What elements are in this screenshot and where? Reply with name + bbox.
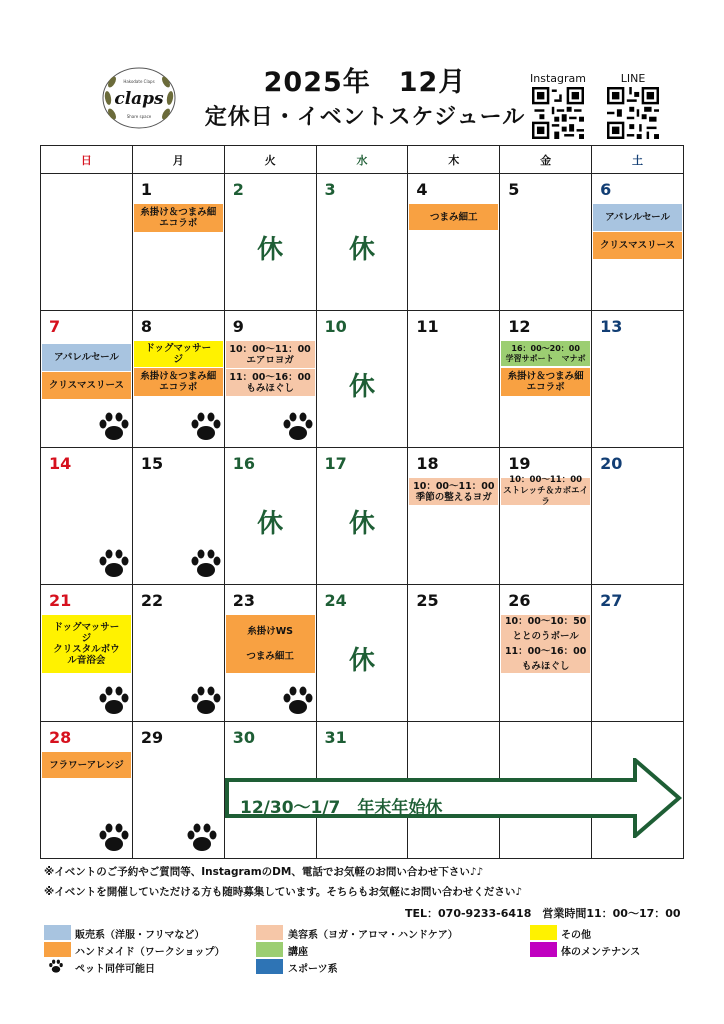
day-cell-21[interactable] [41, 585, 133, 722]
day-number: 19 [508, 454, 531, 474]
legend-label-beauty: 美容系（ヨガ・アロマ・ハンドケア） [288, 930, 458, 941]
event-dog-massage-crystal-bowl[interactable]: ドッグマッサー ジ クリスタルボウ ル音浴会 [42, 615, 131, 673]
legend-label-body: 体のメンテナンス [561, 947, 641, 958]
paw-icon [97, 820, 131, 854]
line-label: LINE [620, 72, 646, 85]
day-number: 20 [600, 454, 623, 474]
weekday-mon: 月 [132, 146, 224, 174]
event-tsumami-zaiku[interactable]: つまみ細工 [409, 204, 498, 230]
weekday-header [41, 146, 684, 174]
day-cell-19[interactable] [500, 448, 592, 585]
day-number: 18 [416, 454, 439, 474]
day-number: 7 [49, 317, 61, 337]
day-number: 21 [49, 591, 72, 611]
day-number: 6 [600, 180, 612, 200]
day-cell-27[interactable] [592, 585, 684, 722]
day-number: 3 [324, 180, 336, 200]
day-number: 22 [140, 591, 164, 611]
day-cell-29[interactable] [132, 722, 224, 859]
week-row [41, 174, 684, 311]
paw-icon [281, 409, 315, 443]
legend-swatch-handmade [44, 942, 71, 957]
event-flower-arrange[interactable]: フラワーアレンジ [42, 752, 131, 778]
day-number: 26 [508, 591, 531, 611]
weekday-thu: 木 [408, 146, 500, 174]
svg-text:Share space: Share space [126, 114, 152, 119]
day-cell-15[interactable] [132, 448, 224, 585]
day-cell-20[interactable] [592, 448, 684, 585]
event-apparel-sale[interactable]: アパレルセール [593, 204, 682, 231]
claps-logo [100, 66, 178, 130]
legend-swatch-lecture [256, 942, 283, 957]
closed-day-mark: 休 [257, 509, 284, 540]
day-cell-7[interactable] [41, 311, 133, 448]
event-christmas-wreath[interactable]: クリスマスリース [593, 232, 682, 259]
paw-icon [48, 958, 64, 974]
event-dog-massage[interactable]: ドッグマッサー ジ [134, 341, 223, 367]
legend-swatch-sales [44, 925, 71, 940]
day-cell-25[interactable] [408, 585, 500, 722]
paw-icon [185, 820, 219, 854]
weekday-fri: 金 [500, 146, 592, 174]
day-cell-23[interactable] [224, 585, 316, 722]
day-number: 30 [232, 728, 255, 747]
closed-day-mark: 休 [257, 235, 284, 266]
day-cell-22[interactable] [132, 585, 224, 722]
day-number: 29 [140, 728, 164, 747]
event-seasonal-yoga[interactable]: 10：00～11：00 季節の整えるヨガ [409, 478, 498, 505]
note-recruitment: ※イベントを開催していただける方も随時募集しています。そちらもお気軽にお問い合わせください♪ [44, 886, 523, 898]
week-row [41, 311, 684, 448]
weekday-sun: 日 [41, 146, 133, 174]
day-cell-3[interactable] [316, 174, 408, 311]
day-number: 8 [140, 317, 152, 337]
day-number: 15 [140, 454, 164, 474]
event-apparel-sale[interactable]: アパレルセール [42, 344, 131, 371]
week-row [41, 448, 684, 585]
day-number: 5 [508, 180, 520, 200]
day-number: 27 [600, 591, 623, 611]
day-number: 25 [416, 591, 439, 611]
day-cell-26[interactable] [500, 585, 592, 722]
year-end-holiday-text: 12/30～1/7 年末年始休 [240, 798, 443, 818]
instagram-label: Instagram [530, 72, 586, 85]
legend-swatch-sports [256, 959, 283, 974]
line-qr-code[interactable] [607, 87, 659, 139]
closed-day-mark: 休 [348, 509, 375, 540]
day-cell-empty [41, 174, 133, 311]
event-itokake-tsumami[interactable]: 糸掛けWS つまみ細工 [226, 615, 315, 673]
day-cell-9[interactable] [224, 311, 316, 448]
day-cell-28[interactable] [41, 722, 133, 859]
day-number: 10 [324, 317, 347, 337]
paw-icon [189, 683, 223, 717]
day-number: 28 [49, 728, 72, 747]
closed-day-mark: 休 [348, 235, 375, 266]
instagram-qr-code[interactable] [532, 87, 584, 139]
day-cell-17[interactable] [316, 448, 408, 585]
closed-day-mark: 休 [348, 646, 375, 677]
paw-icon [281, 683, 315, 717]
weekday-wed: 水 [316, 146, 408, 174]
svg-text:Hakodate Claps: Hakodate Claps [123, 79, 155, 84]
calendar-grid [40, 145, 684, 859]
legend-label-sales: 販売系（洋服・フリマなど） [75, 930, 205, 941]
day-cell-11[interactable] [408, 311, 500, 448]
day-cell-12[interactable] [500, 311, 592, 448]
legend-label-handmade: ハンドメイド（ワークショップ） [75, 947, 225, 958]
event-aero-yoga[interactable]: 10：00～11：00 エアロヨガ [226, 341, 315, 368]
paw-icon [189, 409, 223, 443]
schedule-subtitle: 定休日・イベントスケジュール [204, 105, 526, 130]
day-number: 14 [49, 454, 72, 474]
week-row [41, 585, 684, 722]
day-cell-1[interactable] [132, 174, 224, 311]
day-number: 1 [140, 180, 152, 200]
event-ito-tsumami[interactable]: 糸掛け＆つまみ細 エコラボ [134, 368, 223, 396]
legend-swatch-body [530, 942, 557, 957]
event-totonou-ball-momihogushi[interactable]: 10：00～10：50 ととのうボール 11：00～16：00 もみほぐし [501, 615, 590, 673]
day-cell-5[interactable] [500, 174, 592, 311]
calendar-month-title: 2025年 12月 [263, 67, 467, 98]
note-inquiry: ※イベントのご予約やご質問等、InstagramのDM、電話でお気軽のお問い合わせ下さい♪♪ [44, 866, 484, 878]
day-cell-16[interactable] [224, 448, 316, 585]
event-ito-tsumami[interactable]: 糸掛け＆つまみ細 エコラボ [501, 368, 590, 396]
contact-phone-hours: TEL：070-9233-6418 営業時間11：00～17：00 [405, 907, 681, 920]
day-cell-8[interactable] [132, 311, 224, 448]
day-cell-13[interactable] [592, 311, 684, 448]
day-cell-24[interactable] [316, 585, 408, 722]
paw-icon [189, 546, 223, 580]
paw-icon [97, 546, 131, 580]
event-christmas-wreath[interactable]: クリスマスリース [42, 372, 131, 399]
day-number: 9 [232, 317, 244, 337]
paw-icon [97, 683, 131, 717]
logo-text: claps [114, 89, 164, 109]
legend-swatch-other [530, 925, 557, 940]
day-number: 2 [232, 180, 244, 200]
day-number: 13 [600, 317, 623, 337]
day-cell-2[interactable] [224, 174, 316, 311]
day-number: 12 [508, 317, 531, 337]
legend-label-lecture: 講座 [288, 947, 308, 958]
day-cell-14[interactable] [41, 448, 133, 585]
day-number: 4 [416, 180, 428, 200]
weekday-sat: 土 [592, 146, 684, 174]
event-ito-tsumami[interactable]: 糸掛け＆つまみ細 エコラボ [134, 204, 223, 232]
closed-day-mark: 休 [348, 372, 375, 403]
event-learning-support[interactable]: 16：00～20：00 学習サポート マナボ [501, 341, 590, 366]
day-number: 24 [324, 591, 347, 611]
day-number: 16 [232, 454, 255, 474]
weekday-tue: 火 [224, 146, 316, 174]
day-number: 17 [324, 454, 347, 474]
event-stretch-capoeira[interactable]: 10：00～11：00 ストレッチ＆カボエイラ [503, 475, 589, 508]
day-cell-6[interactable] [592, 174, 684, 311]
legend-label-other: その他 [561, 930, 591, 941]
day-cell-4[interactable] [408, 174, 500, 311]
legend-swatch-beauty [256, 925, 283, 940]
paw-icon [97, 409, 131, 443]
legend-label-sports: スポーツ系 [288, 964, 338, 975]
day-number: 23 [232, 591, 255, 611]
legend-label-pet: ペット同伴可能日 [75, 964, 155, 975]
day-number: 31 [324, 728, 347, 747]
event-momihogushi[interactable]: 11：00～16：00 もみほぐし [226, 369, 315, 396]
day-number: 11 [416, 317, 439, 337]
day-cell-10[interactable] [316, 311, 408, 448]
day-cell-18[interactable] [408, 448, 500, 585]
